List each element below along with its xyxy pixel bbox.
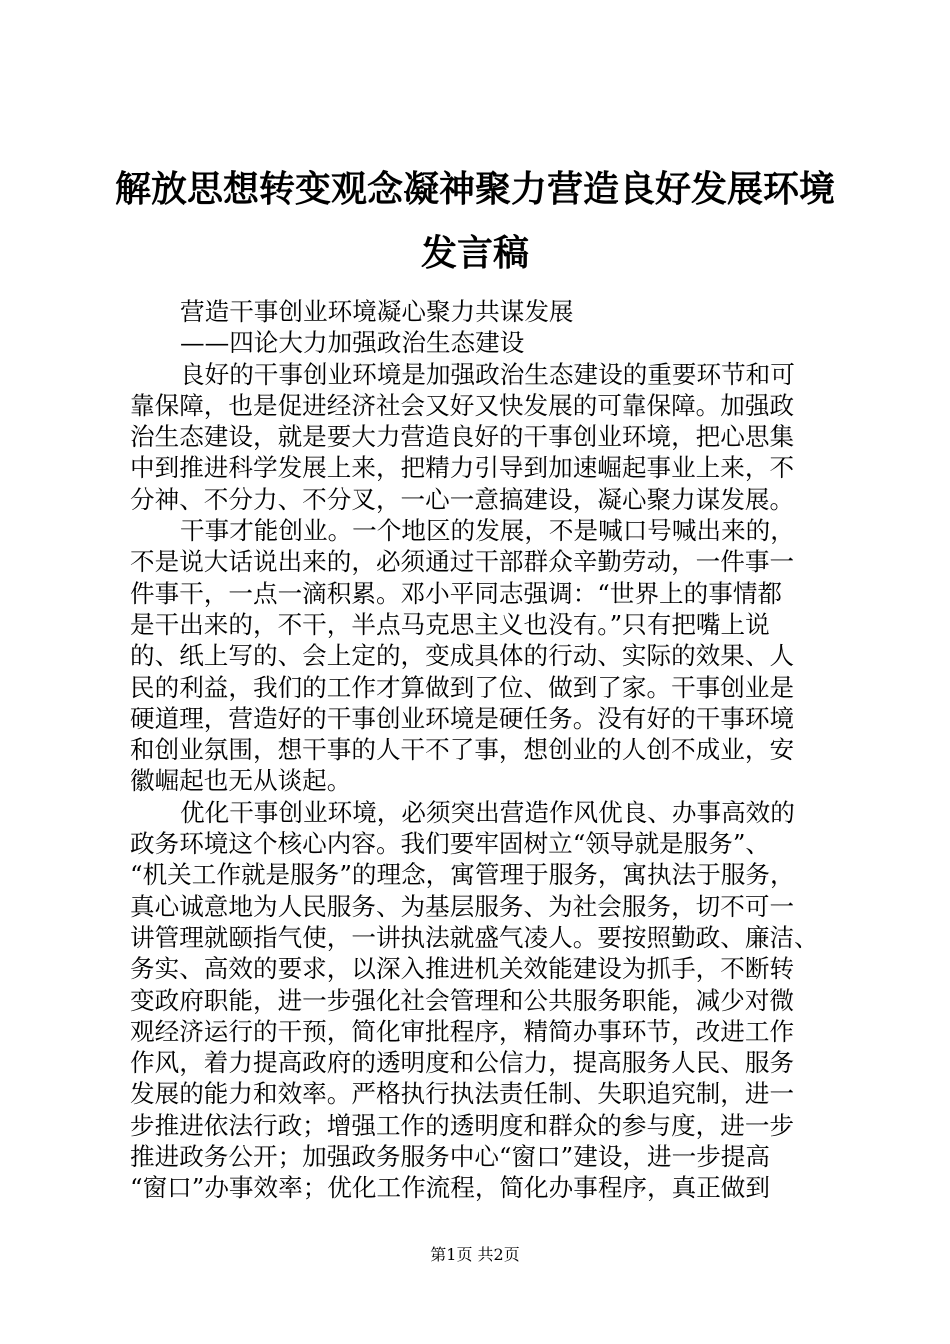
text-line: 作风，着力提高政府的透明度和公信力，提高服务人民、服务 [130,1048,795,1078]
text-line: “窗口”办事效率；优化工作流程，简化办事程序，真正做到 [130,1173,770,1203]
text-line: 务实、高效的要求，以深入推进机关效能建设为抓手，不断转 [130,954,795,984]
page-footer: 第1页 共2页 [430,1245,520,1264]
text-line: 民的利益，我们的工作才算做到了位、做到了家。干事创业是 [130,672,795,702]
text-line: 干事才能创业。一个地区的发展，不是喊口号喊出来的， [180,516,795,546]
text-line: 徽崛起也无从谈起。 [130,766,352,796]
document-body [130,296,830,1204]
text-line: 是干出来的，不干，半点马克思主义也没有。”只有把嘴上说 [130,609,770,639]
text-line: 中到推进科学发展上来，把精力引导到加速崛起事业上来，不 [130,453,795,483]
text-line: 硬道理，营造好的干事创业环境是硬任务。没有好的干事环境 [130,703,795,733]
text-line: 不是说大话说出来的，必须通过干部群众辛勤劳动，一件事一 [130,547,795,577]
text-line: ——四论大力加强政治生态建设 [180,328,525,358]
text-line: 变政府职能，进一步强化社会管理和公共服务职能，减少对微 [130,985,795,1015]
text-line: 优化干事创业环境，必须突出营造作风优良、办事高效的 [180,797,795,827]
text-line: 步推进依法行政；增强工作的透明度和群众的参与度，进一步 [130,1110,795,1140]
text-line: 治生态建设，就是要大力营造良好的干事创业环境，把心思集 [130,422,795,452]
text-line: 营造干事创业环境凝心聚力共谋发展 [180,297,574,326]
text-line: 发展的能力和效率。严格执行执法责任制、失职追究制，进一 [130,1079,795,1109]
text-line: 推进政务公开；加强政务服务中心“窗口”建设，进一步提高 [130,1142,770,1172]
text-line: “机关工作就是服务”的理念，寓管理于服务，寓执法于服务， [130,860,795,890]
text-line: 观经济运行的干预，简化审批程序，精简办事环节，改进工作 [130,1016,795,1046]
text-line: 政务环境这个核心内容。我们要牢固树立“领导就是服务”、 [130,829,770,859]
text-line: 的、纸上写的、会上定的，变成具体的行动、实际的效果、人 [130,641,795,671]
title-line-2: 发言稿 [420,233,529,274]
document-title [0,158,950,286]
text-line: 讲管理就颐指气使，一讲执法就盛气凌人。要按照勤政、廉洁、 [130,922,819,952]
text-line: 和创业氛围，想干事的人干不了事，想创业的人创不成业，安 [130,735,795,765]
text-line: 真心诚意地为人民服务、为基层服务、为社会服务，切不可一 [130,891,795,921]
text-line: 件事干，一点一滴积累。邓小平同志强调：“世界上的事情都 [130,578,783,608]
text-line: 分神、不分力、不分叉，一心一意搞建设，凝心聚力谋发展。 [130,484,795,514]
title-line-1: 解放思想转变观念凝神聚力营造良好发展环境 [114,169,835,210]
text-line: 良好的干事创业环境是加强政治生态建设的重要环节和可 [180,359,795,389]
text-line: 靠保障，也是促进经济社会又好又快发展的可靠保障。加强政 [130,390,795,420]
